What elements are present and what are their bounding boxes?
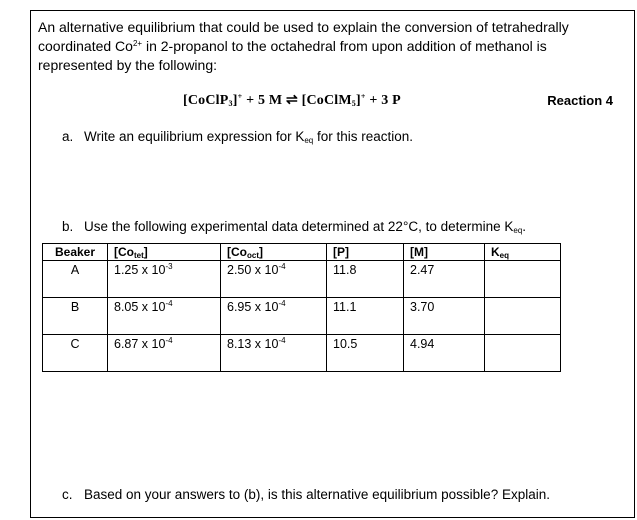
question-b (62, 219, 526, 234)
reactant-complex: [CoClP (183, 93, 229, 108)
cell-keq (485, 335, 561, 372)
reactant-bracket: ] (232, 93, 238, 108)
cell-co-tet-base: 6.87 x 10 (114, 337, 166, 351)
cell-co-tet (108, 298, 221, 335)
cobalt-charge: 2+ (132, 39, 143, 48)
reaction-equation (183, 92, 401, 109)
question-a (62, 129, 413, 144)
cell-co-oct (221, 298, 327, 335)
experimental-data-table (42, 243, 561, 372)
reactant-subscript: 3 (228, 99, 233, 108)
cell-beaker: C (43, 335, 108, 372)
header-keq-text: K (491, 245, 500, 259)
product-charge: + (360, 92, 366, 101)
header-co-tet-text: [Co (114, 245, 134, 259)
cell-co-tet (108, 261, 221, 298)
cell-beaker: A (43, 261, 108, 298)
cell-co-oct-base: 6.95 x 10 (227, 300, 279, 314)
header-m: [M] (404, 244, 485, 261)
product-bracket: ] (356, 93, 361, 108)
table-row (43, 335, 561, 372)
table-row (43, 261, 561, 298)
cell-keq (485, 298, 561, 335)
question-a-text: Write an equilibrium expression for K (84, 129, 305, 144)
intro-text-2: in 2-propanol to the octahedral from upon addition of methanol is represented by the following: (38, 38, 547, 73)
intro-text-1: An alternative equilibrium that could be used to explain the conversion of tetrahedrally coordinated Co (38, 19, 569, 54)
reactant-methanol: + 5 M (242, 93, 286, 108)
cell-co-oct-base: 2.50 x 10 (227, 263, 279, 277)
cell-co-oct-exponent: -4 (278, 299, 286, 308)
cell-keq (485, 261, 561, 298)
cell-co-oct-exponent: -4 (278, 262, 286, 271)
cell-p: 11.1 (327, 298, 404, 335)
question-b-subscript: eq (513, 226, 523, 235)
question-b-letter: b. (62, 219, 74, 234)
cell-p: 11.8 (327, 261, 404, 298)
product-propanol: + 3 P (365, 93, 401, 108)
question-b-text-end: . (522, 219, 527, 234)
cell-co-tet-base: 8.05 x 10 (114, 300, 166, 314)
question-a-letter: a. (62, 129, 74, 144)
intro-paragraph (38, 18, 618, 75)
question-a-text-end: for this reaction. (313, 129, 414, 144)
header-co-oct-text: [Co (227, 245, 247, 259)
header-beaker: Beaker (43, 244, 108, 261)
cell-co-oct-exponent: -4 (278, 336, 286, 345)
question-a-subscript: eq (304, 136, 314, 145)
cell-co-oct-base: 8.13 x 10 (227, 337, 279, 351)
question-c (62, 487, 550, 502)
reaction-label: Reaction 4 (547, 93, 613, 108)
cell-m: 3.70 (404, 298, 485, 335)
header-co-tet (108, 244, 221, 261)
cell-co-tet-exponent: -4 (165, 336, 173, 345)
product-complex: [CoClM (297, 93, 352, 108)
header-keq (485, 244, 561, 261)
header-co-tet-bracket: ] (143, 245, 148, 259)
table-row (43, 298, 561, 335)
cell-co-tet-base: 1.25 x 10 (114, 263, 166, 277)
question-b-text: Use the following experimental data determined at 22°C, to determine K (84, 219, 514, 234)
cell-co-tet-exponent: -3 (165, 262, 173, 271)
reactant-charge: + (237, 92, 243, 101)
cell-co-tet (108, 335, 221, 372)
question-c-letter: c. (62, 487, 73, 502)
cell-m: 4.94 (404, 335, 485, 372)
header-keq-subscript: eq (499, 251, 510, 260)
equilibrium-arrow: ⇌ (285, 93, 298, 108)
cell-co-tet-exponent: -4 (165, 299, 173, 308)
cell-beaker: B (43, 298, 108, 335)
header-p: [P] (327, 244, 404, 261)
header-co-tet-subscript: tet (134, 251, 144, 260)
cell-co-oct (221, 261, 327, 298)
cell-m: 2.47 (404, 261, 485, 298)
question-c-text: Based on your answers to (b), is this alternative equilibrium possible? Explain. (84, 487, 550, 502)
cell-co-oct (221, 335, 327, 372)
cell-p: 10.5 (327, 335, 404, 372)
header-co-oct (221, 244, 327, 261)
header-co-oct-bracket: ] (259, 245, 263, 259)
table-header-row (43, 244, 561, 261)
product-subscript: 5 (351, 99, 356, 108)
header-co-oct-subscript: oct (247, 251, 259, 260)
